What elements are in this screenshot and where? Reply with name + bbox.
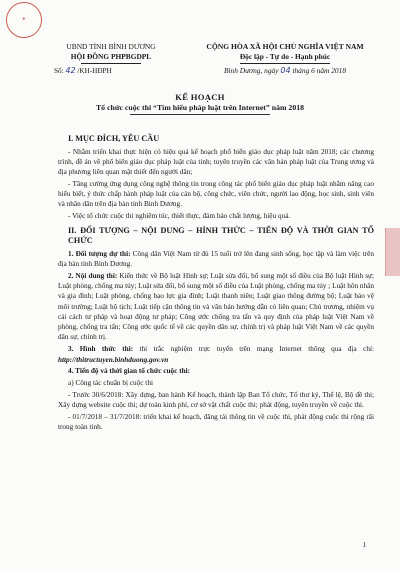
page-number: 1 (362, 541, 366, 549)
document-title (0, 92, 400, 115)
paragraph: - Trước 30/6/2018: Xây dựng, ban hành Kế hoạch, thành lập Ban Tổ chức, Tổ thư ký, Thể lệ, Bộ đề thi; Xây dựng website cuộc thi; dự toán kinh phí, cơ sở vật chất cuộc thi; phát động, tuyên truyền về cuộc thi. (58, 390, 374, 410)
issue-date: Bình Dương, ngày 04 tháng 6 năm 2018 (223, 66, 347, 75)
document-header (0, 42, 400, 82)
margin-stamp (385, 228, 400, 276)
national-heading-block (190, 42, 380, 76)
header-left-underline (81, 63, 141, 64)
header-right-underline (240, 63, 330, 64)
paragraph: - Tăng cường ứng dụng công nghệ thông tin trong công tác phổ biến giáo dục pháp luật nhằm nâng cao hiểu biết, ý thức chấp hành pháp luật của cán bộ, công chức, viên chức, người lao động, học sinh, sinh viên và nhân dân trên địa bàn tỉnh Bình Dương. (58, 179, 374, 209)
paragraph: - Nhằm triển khai thực hiện có hiệu quả kế hoạch phổ biến giáo dục pháp luật năm 2018; các chương trình, đề án về phổ biến giáo dục pháp luật của tỉnh; tuyên truyền các văn bản pháp luật của Trung ương và địa phương liên quan mật thiết đến người dân; (58, 147, 374, 177)
paragraph: 1. Đối tượng dự thi: Công dân Việt Nam từ đủ 15 tuổi trở lên đang sinh sống, học tập và làm việc trên địa bàn tỉnh Bình Dương. (58, 249, 374, 268)
document-type: KẾ HOẠCH (175, 92, 225, 102)
document-subject: Tổ chức cuộc thi “Tìm hiểu pháp luật trên Internet” năm 2018 (95, 103, 305, 112)
council-name: HỘI ĐỒNG PHPBGDPL (70, 52, 152, 61)
paragraph: - 01/7/2018 – 31/7/2018: triển khai kế hoạch, đăng tải thông tin về cuộc thi, phát động cuộc thi rộng rãi trong toàn tỉnh. (58, 413, 374, 432)
handwritten-day: 04 (280, 66, 291, 75)
agency-name: UBND TỈNH BÌNH DƯƠNG (66, 42, 156, 51)
document-body (58, 130, 374, 434)
red-seal-stamp: ● (3, 0, 46, 41)
document-number: Số: 42 /KH-HĐPH (54, 66, 112, 75)
section-heading-organization: II. ĐỐI TƯỢNG – NỘI DUNG – HÌNH THỨC – TIẾN ĐỘ VÀ THỜI GIAN TỔ CHỨC (68, 225, 374, 246)
paragraph: a) Công tác chuẩn bị cuộc thi (68, 379, 153, 388)
handwritten-number: 42 (65, 66, 76, 75)
nation-title: CỘNG HÒA XÃ HỘI CHỦ NGHĨA VIỆT NAM (206, 42, 364, 51)
paragraph: 4. Tiến độ và thời gian tổ chức cuộc thi: (68, 367, 191, 376)
issuing-authority-block (46, 42, 176, 76)
paragraph: 2. Nội dung thi: Kiến thức về Bộ luật Hình sự; Luật sửa đổi, bổ sung một số điều của Bộ luật Hình sự; Luật phòng, chống ma túy; Luật sửa đổi, bổ sung một số điều của Luật phòng, chống ma túy ; Luật hôn nhân và gia đình; Luật phòng, chống bạo lực gia đình; Luật thanh niên; Luật giao thông đường bộ; Luật bảo vệ môi trường; Luật hộ tịch; Luật tiếp cận thông tin và văn bản hướng dẫn có liên quan; Chủ trương, nhiệm vụ cải cách tư pháp và hoạt động tư pháp; Công ước chống tra tấn và quy định của pháp luật Việt Nam về phòng, chống tra tấn; Công ước quốc tế về các quyền dân sự, chính trị và pháp luật Việt Nam về các quyền dân sự, chính trị. (58, 271, 374, 342)
national-motto: Độc lập - Tự do - Hạnh phúc (239, 52, 331, 61)
title-underline (130, 114, 270, 115)
section-heading-purpose: I. MỤC ĐÍCH, YÊU CẦU (68, 134, 160, 143)
contest-url: http://thitructuyen.binhduong.gov.vn (58, 355, 169, 364)
paragraph: 3. Hình thức thi: thi trắc nghiệm trực tuyến trên mạng Internet thông qua địa chỉ: http://thitructuyen.binhduong.gov.vn (58, 345, 374, 364)
paragraph: - Việc tổ chức cuộc thi nghiêm túc, thiết thực, đảm bảo chất lượng, hiệu quả. (68, 212, 291, 221)
